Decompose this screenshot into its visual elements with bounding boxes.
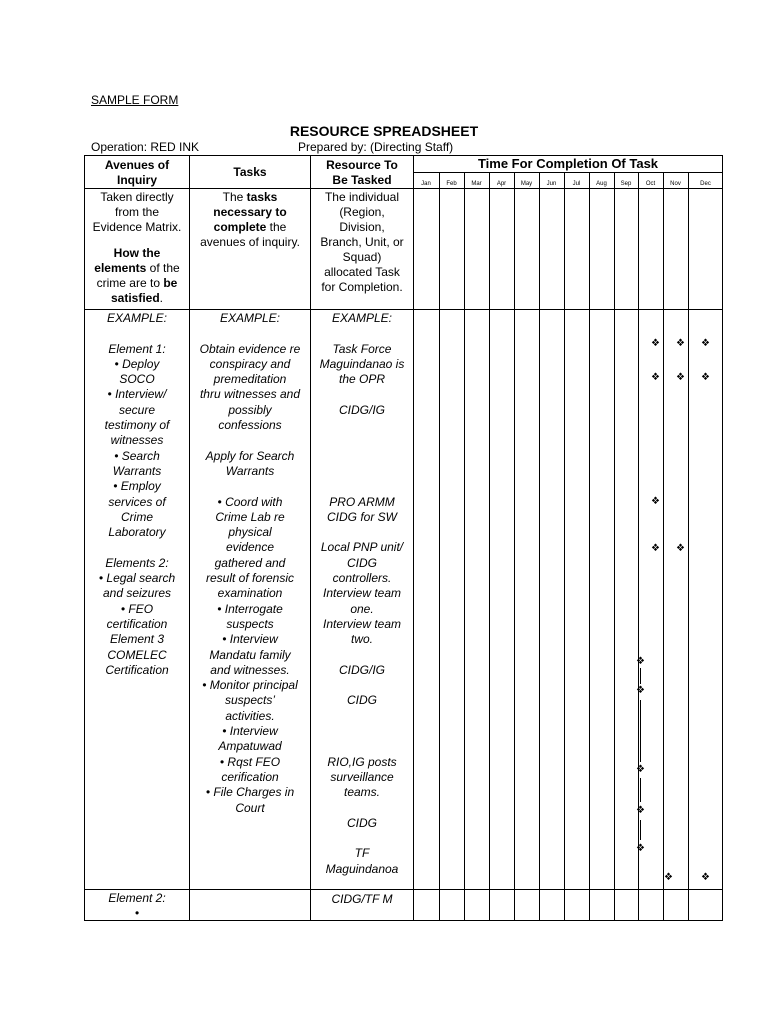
cell-line: evidence bbox=[225, 540, 275, 555]
month-label-may: May bbox=[520, 181, 533, 187]
cell-line: Division, bbox=[339, 220, 385, 234]
cell-line: CIDG bbox=[347, 815, 377, 830]
cell-line bbox=[311, 525, 413, 540]
cell-line: confessions bbox=[218, 418, 282, 433]
cell-line: secure bbox=[118, 402, 156, 417]
cell-line: Task Force bbox=[332, 341, 392, 356]
cell-line: Court bbox=[235, 800, 265, 815]
timeline-marker: ❖ bbox=[636, 805, 645, 816]
cell-line: • Deploy bbox=[114, 356, 160, 371]
cell-line: • Monitor principal bbox=[202, 678, 298, 693]
desc-line: avenues of inquiry. bbox=[200, 235, 300, 249]
cell-line: CIDG/IG bbox=[338, 402, 385, 417]
timeline-marker: ❖ bbox=[701, 872, 710, 883]
cell-line bbox=[311, 387, 413, 402]
cell-line: cerification bbox=[221, 769, 279, 784]
last-row-avenues bbox=[85, 891, 189, 921]
bold-text: elements bbox=[94, 261, 147, 275]
desc-line bbox=[85, 291, 189, 306]
cell-line: Crime bbox=[121, 509, 153, 524]
cell-line: Mandatu family bbox=[209, 647, 291, 662]
cell-line bbox=[190, 479, 310, 494]
desc-line bbox=[85, 261, 189, 276]
cell-line: testimony of bbox=[104, 418, 170, 433]
cell-line: (Region, bbox=[339, 205, 385, 219]
bold-text: complete bbox=[213, 220, 267, 234]
cell-line: gathered and bbox=[214, 555, 286, 570]
cell-line: CIDG for SW bbox=[326, 509, 397, 524]
header-tasks: Tasks bbox=[233, 165, 267, 179]
month-label-oct: Oct bbox=[645, 181, 656, 187]
cell-line: COMELEC bbox=[107, 647, 167, 662]
desc-line bbox=[85, 246, 189, 261]
cell-line bbox=[190, 326, 310, 341]
cell-line: EXAMPLE: bbox=[106, 311, 168, 325]
cell-line: • Interview bbox=[222, 724, 278, 739]
bold-text: be bbox=[163, 276, 178, 290]
timeline-marker: ❖ bbox=[701, 338, 710, 349]
cell-line: Element 2: bbox=[108, 891, 166, 905]
month-label-feb: Feb bbox=[446, 181, 457, 187]
spacer bbox=[85, 235, 189, 246]
cell-line bbox=[311, 648, 413, 663]
desc-line bbox=[85, 276, 189, 291]
month-label-nov: Nov bbox=[670, 181, 681, 187]
cell-line: Apply for Search bbox=[205, 448, 295, 463]
plain-text: crime are to bbox=[96, 276, 164, 290]
cell-line: CIDG bbox=[347, 693, 377, 708]
plain-text: the bbox=[266, 220, 287, 234]
example-resource bbox=[311, 311, 413, 908]
timeline-marker: ❖ bbox=[651, 338, 660, 349]
sample-form-label: SAMPLE FORM bbox=[91, 93, 179, 107]
cell-line bbox=[311, 464, 413, 479]
month-label-jul: Jul bbox=[572, 181, 581, 187]
cell-line bbox=[311, 724, 413, 739]
desc-avenues bbox=[85, 190, 189, 306]
cell-line: suspects bbox=[226, 616, 274, 631]
cell-line: for Completion. bbox=[321, 280, 403, 294]
cell-line bbox=[190, 433, 310, 448]
timeline-marker: ❖ bbox=[636, 764, 645, 775]
desc-line bbox=[190, 220, 310, 235]
timeline-marker: ❖ bbox=[636, 843, 645, 854]
plain-text: . bbox=[159, 291, 164, 305]
desc-line: from the bbox=[114, 205, 159, 219]
cell-line: Branch, Unit, or bbox=[320, 235, 404, 249]
desc-resource bbox=[311, 190, 413, 295]
cell-line: allocated Task bbox=[324, 265, 400, 279]
cell-line: CIDG/IG bbox=[338, 662, 385, 677]
header-text: Avenues of bbox=[104, 158, 170, 172]
example-tasks bbox=[190, 311, 310, 816]
cell-line: CIDG bbox=[347, 555, 377, 570]
header-text: Resource To bbox=[326, 158, 398, 172]
cell-line bbox=[311, 831, 413, 846]
cell-line: • Coord with bbox=[217, 494, 283, 509]
month-label-aug: Aug bbox=[596, 181, 607, 187]
cell-line: teams. bbox=[343, 785, 380, 800]
cell-line: Warrants bbox=[225, 463, 275, 478]
cell-line: SOCO bbox=[119, 372, 155, 387]
cell-line: Local PNP unit/ bbox=[320, 540, 404, 555]
bold-text: tasks bbox=[246, 190, 278, 204]
cell-line: • Interrogate bbox=[217, 601, 283, 616]
timeline-marker: ❖ bbox=[636, 685, 645, 696]
cell-line: possibly bbox=[228, 402, 272, 417]
cell-line: • Legal search bbox=[98, 571, 176, 586]
month-label-mar: Mar bbox=[471, 181, 482, 187]
desc-tasks bbox=[190, 190, 310, 250]
cell-line bbox=[311, 678, 413, 693]
cell-line: Squad) bbox=[342, 250, 382, 264]
cell-line: PRO ARMM bbox=[329, 494, 395, 509]
cell-line: witnesses bbox=[110, 433, 164, 448]
cell-line: Crime Lab re bbox=[215, 509, 285, 524]
timeline-marker: ❖ bbox=[664, 872, 673, 883]
cell-line bbox=[311, 801, 413, 816]
cell-line bbox=[311, 418, 413, 433]
desc-line: Taken directly bbox=[100, 190, 174, 204]
cell-line: • bbox=[134, 906, 140, 920]
cell-line: two. bbox=[350, 632, 373, 647]
cell-line: Element 1: bbox=[108, 341, 166, 356]
cell-line: surveillance bbox=[330, 769, 394, 784]
desc-line: Evidence Matrix. bbox=[92, 220, 182, 234]
cell-line: • Interview bbox=[222, 632, 278, 647]
timeline-marker: ❖ bbox=[651, 543, 660, 554]
timeline-marker: ❖ bbox=[676, 372, 685, 383]
cell-line: CIDG/TF M bbox=[331, 892, 393, 907]
cell-line: EXAMPLE: bbox=[331, 311, 393, 325]
cell-line: and witnesses. bbox=[210, 662, 290, 677]
cell-line: Element 3 bbox=[109, 632, 165, 647]
header-avenues-of-inquiry bbox=[85, 158, 189, 188]
timeline-marker: ❖ bbox=[636, 656, 645, 667]
cell-line: Laboratory bbox=[108, 525, 166, 540]
prepared-by-label: Prepared by: (Directing Staff) bbox=[298, 140, 454, 154]
cell-line: controllers. bbox=[332, 571, 392, 586]
cell-line: and seizures bbox=[102, 586, 172, 601]
cell-line: • Search bbox=[114, 448, 160, 463]
bold-text: necessary to bbox=[213, 205, 287, 219]
cell-line: one. bbox=[350, 601, 374, 616]
timeline-marker: ❖ bbox=[676, 543, 685, 554]
month-label-dec: Dec bbox=[700, 181, 711, 187]
cell-line: result of forensic bbox=[205, 571, 295, 586]
timeline-marker: ❖ bbox=[651, 372, 660, 383]
cell-line: Elements 2: bbox=[105, 555, 169, 570]
example-avenues bbox=[85, 311, 189, 678]
header-text: Be Tasked bbox=[332, 173, 392, 187]
cell-line bbox=[311, 449, 413, 464]
plain-text: The bbox=[222, 190, 247, 204]
document-title: RESOURCE SPREADSHEET bbox=[289, 123, 479, 139]
cell-line: conspiracy and bbox=[209, 356, 291, 371]
cell-line: • Interview/ bbox=[107, 387, 167, 402]
operation-label: Operation: RED INK bbox=[91, 140, 200, 154]
cell-line: certification bbox=[106, 616, 168, 631]
month-label-apr: Apr bbox=[496, 181, 507, 187]
cell-line: • File Charges in bbox=[205, 785, 295, 800]
cell-line bbox=[311, 739, 413, 754]
cell-line: examination bbox=[217, 586, 283, 601]
cell-line: • FEO bbox=[120, 601, 154, 616]
cell-line: Maguindanao is bbox=[319, 356, 405, 371]
month-label-jun: Jun bbox=[546, 181, 557, 187]
cell-line bbox=[311, 433, 413, 448]
cell-line: The individual bbox=[324, 190, 400, 204]
cell-line: Certification bbox=[105, 662, 169, 677]
cell-line: Ampatuwad bbox=[218, 739, 282, 754]
header-text: Inquiry bbox=[116, 173, 157, 187]
cell-line: activities. bbox=[225, 708, 275, 723]
cell-line bbox=[311, 877, 413, 892]
desc-line bbox=[190, 205, 310, 220]
cell-line: physical bbox=[228, 525, 272, 540]
cell-line: Interview team bbox=[322, 586, 402, 601]
cell-line: Obtain evidence re bbox=[199, 341, 301, 356]
cell-line bbox=[311, 479, 413, 494]
header-resource-to-be-tasked bbox=[311, 158, 413, 188]
plain-text: of the bbox=[146, 261, 180, 275]
cell-line bbox=[85, 540, 189, 555]
timeline-marker: ❖ bbox=[701, 372, 710, 383]
cell-line: thru witnesses and bbox=[199, 387, 301, 402]
cell-line bbox=[85, 326, 189, 341]
cell-line: • Employ bbox=[113, 479, 161, 494]
desc-line bbox=[190, 190, 310, 205]
cell-line: premeditation bbox=[213, 372, 287, 387]
cell-line: Warrants bbox=[112, 463, 162, 478]
month-label-sep: Sep bbox=[620, 181, 632, 187]
bold-text: satisfied bbox=[110, 291, 160, 305]
cell-line: suspects’ bbox=[224, 693, 276, 708]
cell-line: EXAMPLE: bbox=[219, 311, 281, 325]
cell-line: • Rqst FEO bbox=[219, 754, 281, 769]
timeline-marker: ❖ bbox=[676, 338, 685, 349]
cell-line: TF bbox=[354, 846, 370, 861]
cell-line bbox=[311, 326, 413, 341]
cell-line bbox=[311, 709, 413, 724]
cell-line: RIO,IG posts bbox=[327, 754, 397, 769]
cell-line: services of bbox=[108, 494, 166, 509]
header-time-for-completion: Time For Completion Of Task bbox=[477, 156, 659, 171]
cell-line: Maguindanoa bbox=[325, 861, 399, 876]
month-label-jan: Jan bbox=[421, 181, 431, 187]
bold-text: How the bbox=[113, 246, 161, 260]
timeline-marker: ❖ bbox=[651, 496, 660, 507]
cell-line: the OPR bbox=[338, 372, 386, 387]
cell-line: Interview team bbox=[322, 616, 402, 631]
